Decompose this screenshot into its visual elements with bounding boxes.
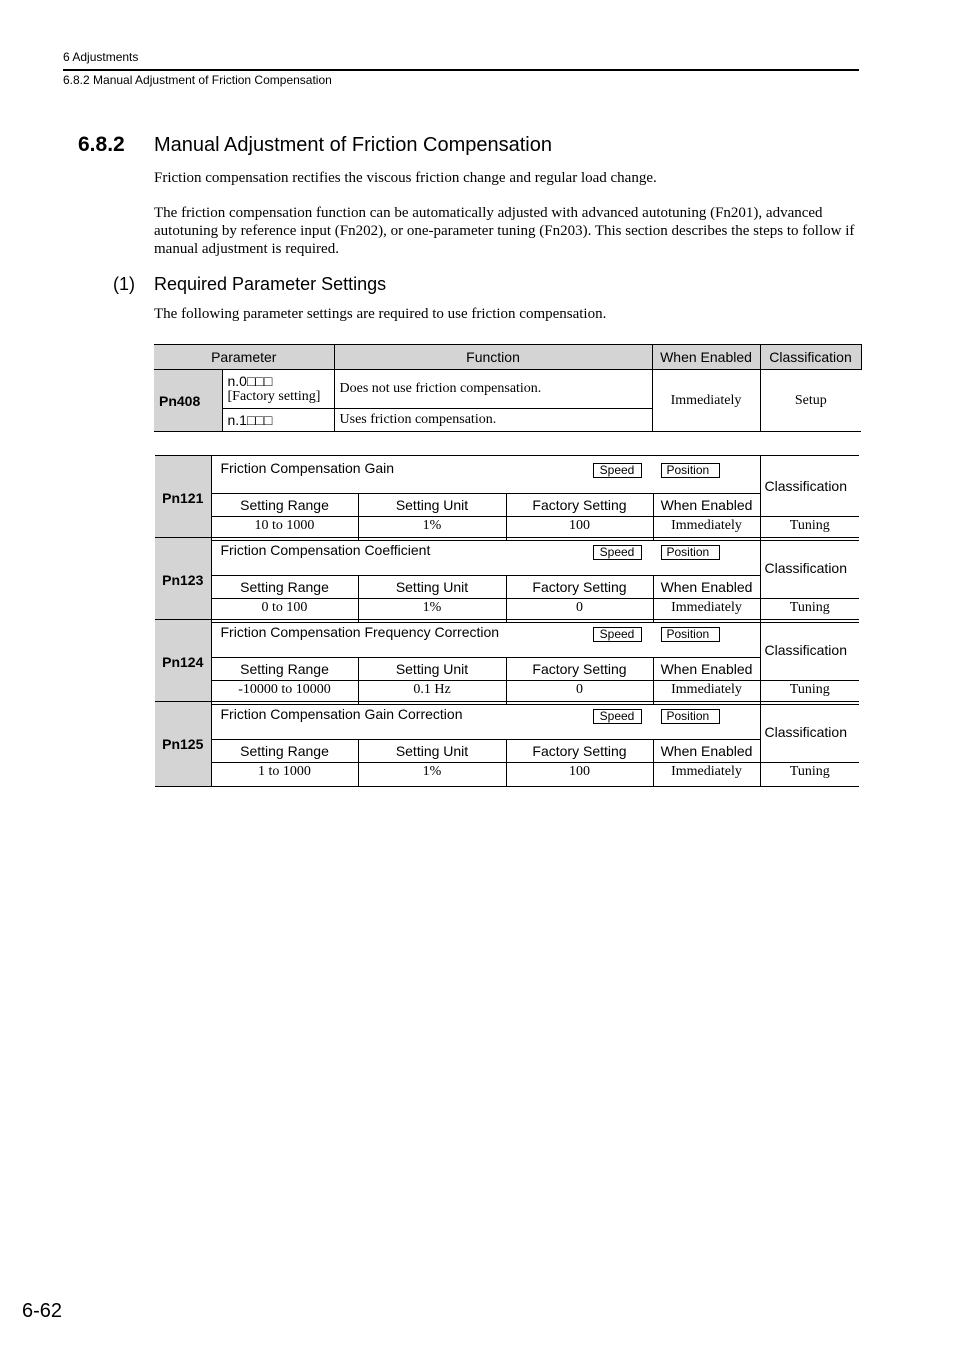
pn408-function-0: Does not use friction compensation.	[334, 370, 652, 409]
setting-range-value: -10000 to 10000	[211, 681, 358, 705]
setting-unit-value: 0.1 Hz	[358, 681, 506, 705]
pn408-header-row	[154, 345, 861, 370]
speed-tag: Speed	[593, 545, 642, 560]
when-enabled-value: Immediately	[653, 599, 760, 623]
when-enabled-header: When Enabled	[653, 658, 760, 681]
param-block-pn123	[155, 537, 859, 623]
setting-unit-header: Setting Unit	[358, 494, 506, 517]
speed-tag: Speed	[593, 709, 642, 724]
factory-setting-value: 0	[506, 681, 653, 705]
subsection-title: Required Parameter Settings	[154, 274, 387, 294]
pn408-classification: Setup	[760, 370, 861, 432]
factory-setting-header: Factory Setting	[506, 494, 653, 517]
setting-unit-value: 1%	[358, 763, 506, 787]
classification-value: Tuning	[760, 599, 859, 623]
pn408-function-1: Uses friction compensation.	[334, 409, 652, 432]
classification-value: Tuning	[760, 681, 859, 705]
setting-range-header: Setting Range	[211, 576, 358, 599]
header-parameter: Parameter	[154, 345, 334, 370]
pn408-code-1: n.1□□□	[227, 412, 273, 428]
pn408-table	[154, 344, 862, 432]
setting-unit-header: Setting Unit	[358, 658, 506, 681]
factory-setting-header: Factory Setting	[506, 740, 653, 763]
setting-range-header: Setting Range	[211, 494, 358, 517]
classification-label: Classification	[760, 538, 859, 599]
pn408-value-0	[222, 370, 334, 409]
page-number: 6-62	[22, 1300, 63, 1322]
when-enabled-value: Immediately	[653, 517, 760, 541]
position-tag: Position	[661, 545, 720, 560]
param-number: Pn124	[155, 620, 211, 705]
classification-label: Classification	[760, 702, 859, 763]
pn408-when-enabled: Immediately	[652, 370, 760, 432]
factory-setting-value: 100	[506, 763, 653, 787]
param-block-pn121	[155, 455, 859, 541]
section-title: Manual Adjustment of Friction Compensation	[154, 134, 552, 156]
intro-paragraph: Friction compensation rectifies the viscous friction change and regular load change.	[154, 170, 657, 186]
setting-unit-header: Setting Unit	[358, 740, 506, 763]
header-function: Function	[334, 345, 652, 370]
setting-unit-header: Setting Unit	[358, 576, 506, 599]
section-number: 6.8.2	[78, 133, 125, 156]
header-classification: Classification	[760, 345, 861, 370]
factory-setting-header: Factory Setting	[506, 658, 653, 681]
setting-range-value: 1 to 1000	[211, 763, 358, 787]
classification-value: Tuning	[760, 763, 859, 787]
classification-value: Tuning	[760, 517, 859, 541]
pn408-row-0	[154, 370, 861, 409]
setting-unit-value: 1%	[358, 517, 506, 541]
when-enabled-header: When Enabled	[653, 494, 760, 517]
running-header-section: 6.8.2 Manual Adjustment of Friction Compensation	[63, 73, 332, 87]
setting-unit-value: 1%	[358, 599, 506, 623]
pn408-label: Pn408	[154, 370, 222, 432]
param-block-pn124	[155, 619, 859, 705]
param-name-text: Friction Compensation Coefficient	[220, 542, 431, 558]
pn408-note-0: [Factory setting]	[227, 389, 321, 404]
when-enabled-header: When Enabled	[653, 740, 760, 763]
classification-label: Classification	[760, 456, 859, 517]
autotuning-paragraph: The friction compensation function can be automatically adjusted with advanced autotuning (Fn201), advanced autotuning by reference input (Fn202), or one-parameter tuning (Fn203). This section describes the steps to follow if manual adjustment is required.	[154, 205, 855, 257]
pn408-value-1	[222, 409, 334, 432]
param-name	[211, 702, 760, 740]
factory-setting-value: 100	[506, 517, 653, 541]
factory-setting-value: 0	[506, 599, 653, 623]
param-number: Pn121	[155, 456, 211, 541]
speed-tag: Speed	[593, 627, 642, 642]
subsection-number: (1)	[113, 274, 135, 294]
position-tag: Position	[661, 709, 720, 724]
speed-tag: Speed	[593, 463, 642, 478]
setting-range-header: Setting Range	[211, 658, 358, 681]
setting-range-value: 0 to 100	[211, 599, 358, 623]
position-tag: Position	[661, 627, 720, 642]
param-name-text: Friction Compensation Frequency Correction	[220, 624, 500, 640]
when-enabled-header: When Enabled	[653, 576, 760, 599]
setting-range-value: 10 to 1000	[211, 517, 358, 541]
setting-range-header: Setting Range	[211, 740, 358, 763]
header-when-enabled: When Enabled	[652, 345, 760, 370]
subsection-intro: The following parameter settings are required to use friction compensation.	[154, 306, 607, 322]
param-name-text: Friction Compensation Gain Correction	[220, 706, 463, 722]
running-header-chapter: 6 Adjustments	[63, 50, 139, 64]
param-name-text: Friction Compensation Gain	[220, 460, 395, 476]
position-tag: Position	[661, 463, 720, 478]
header-rule	[63, 69, 859, 71]
param-block-pn125	[155, 701, 859, 787]
pn408-code-0: n.0□□□	[227, 373, 273, 389]
param-name	[211, 620, 760, 658]
factory-setting-header: Factory Setting	[506, 576, 653, 599]
when-enabled-value: Immediately	[653, 681, 760, 705]
when-enabled-value: Immediately	[653, 763, 760, 787]
param-name	[211, 456, 760, 494]
classification-label: Classification	[760, 620, 859, 681]
param-number: Pn125	[155, 702, 211, 787]
param-number: Pn123	[155, 538, 211, 623]
param-name	[211, 538, 760, 576]
